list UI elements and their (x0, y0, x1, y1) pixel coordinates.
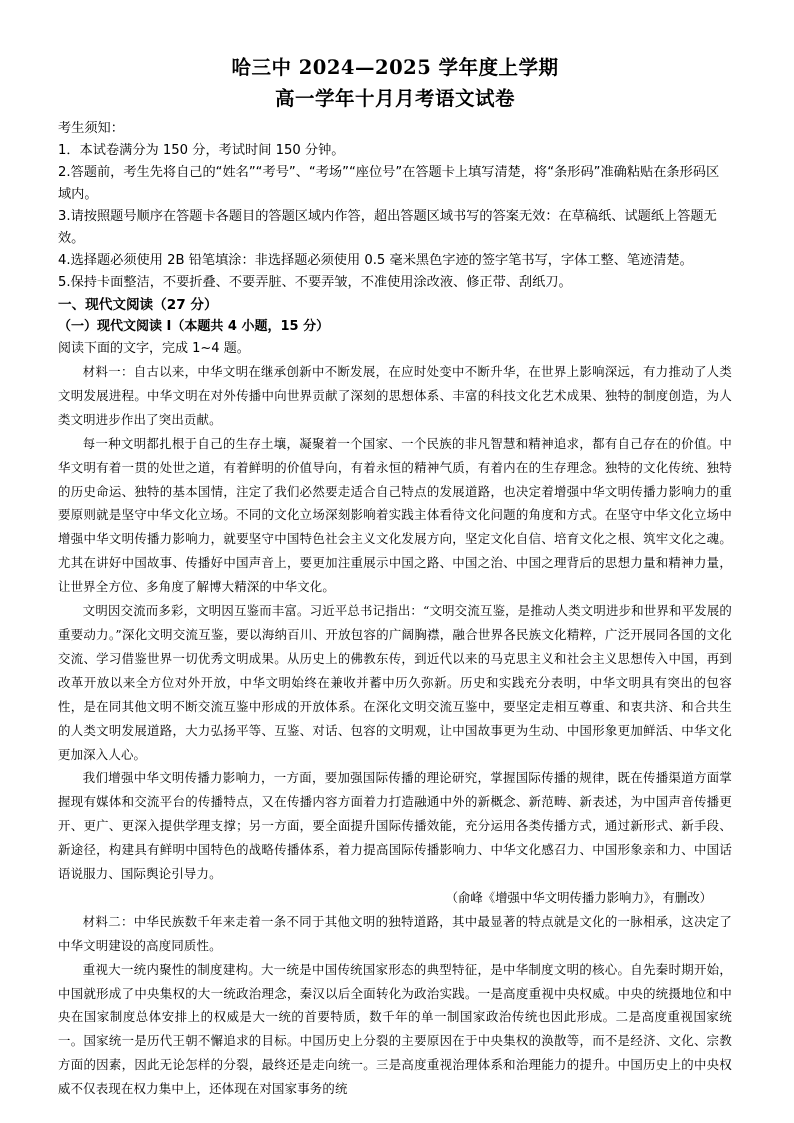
notice-heading: 考生须知： (58, 121, 124, 136)
notice-item-2: 2.答题前，考生先将自己的“姓名”“考号”、“考场”“座位号”在答题卡上填写清楚，将“条形码”准确粘贴在条形码区域内。 (58, 165, 720, 202)
notice-item-5: 5.保持卡面整洁，不要折叠、不要弄脏、不要弄皱，不准使用涂改液、修正带、刮纸刀。 (58, 275, 572, 290)
material-paragraph: 文明因交流而多彩，文明因互鉴而丰富。习近平总书记指出：“文明交流互鉴，是推动人类文明进步和世界和平发展的重要动力。”深化文明交流互鉴，要以海纳百川、开放包容的广阔胸襟，融合世界各民族文化精粹，广泛开展同各国的文化交流、学习借鉴世界一切优秀文明成果。从历史上的佛教东传，到近代以来的马克思主义和社会主义思想传入中国，再到改革开放以来全方位对外开放，中华文明始终在兼收并蓄中历久弥新。历史和实践充分表明，中华文明具有突出的包容性，是在同其他文明不断交流互鉴中形成的开放体系。在深化文明交流互鉴中，要坚定走相互尊重、和衷共济、和合共生的人类文明发展道路，大力弘扬平等、互鉴、对话、包容的文明观，让中国故事更为生动、中国形象更加鲜活、中华文化更加深入人心。 (58, 603, 732, 762)
notice-item-3: 3.请按照题号顺序在答题卡各题目的答题区域内作答，超出答题区域书写的答案无效：在草稿纸、试题纸上答题无效。 (58, 209, 717, 246)
exam-title-line1: 哈三中 2024—2025 学年度上学期 (231, 56, 559, 79)
exam-title-line2: 高一学年十月月考语文试卷 (274, 87, 515, 110)
material-paragraph: 材料二：中华民族数千年来走着一条不同于其他文明的独特道路，其中最显著的特点就是文化的一脉相承，这决定了中华文明建设的高度同质性。 (58, 913, 732, 953)
material-paragraph: 我们增强中华文明传播力影响力，一方面，要加强国际传播的理论研究，掌握国际传播的规律，既在传播渠道方面掌握现有媒体和交流平台的传播特点，又在传播内容方面着力打造融通中外的新概念、新范畴、新表述，为中国声音传播更开、更广、更深入提供学理支撑；另一方面，要全面提升国际传播效能，充分运用各类传播方式，通过新形式、新手段、新途径，构建具有鲜明中国特色的战略传播体系，着力提高国际传播影响力、中华文化感召力、中国形象亲和力、中国话语说服力、国际舆论引导力。 (58, 770, 732, 882)
notice-item-4: 4.选择题必须使用 2B 铅笔填涂：非选择题必须使用 0.5 毫米黑色字迹的签字笔书写，字体工整、笔迹清楚。 (58, 253, 693, 268)
exam-notice (58, 118, 732, 294)
material-paragraph: 重视大一统内聚性的制度建构。大一统是中国传统国家形态的典型特征，是中华制度文明的核心。自先秦时期开始，中国就形成了中央集权的大一统政治理念，秦汉以后全面转化为政治实践。一是高度重视中央权威。中央的统摄地位和中央在国家制度总体安排上的权威是大一统的首要特质，数千年的单一制国家政治传统也因此形成。二是高度重视国家统一。国家统一是历代王朝不懈追求的目标。中国历史上分裂的主要原因在于中央集权的涣散等，而不是经济、文化、宗教方面的因素，因此无论怎样的分裂，最终还是走向统一。三是高度重视治理体系和治理能力的提升。中国历史上的中央权威不仅表现在权力集中上，还体现在对国家事务的统 (58, 961, 732, 1097)
material-citation: （俞峰《增强中华文明传播力影响力》，有删改） (445, 889, 712, 905)
subsection-heading: （一）现代文阅读 I（本题共 4 小题，15 分） (58, 319, 330, 334)
reading-instruction: 阅读下面的文字，完成 1~4 题。 (58, 341, 250, 356)
section-heading: 一、现代文阅读（27 分） (58, 297, 218, 313)
material-paragraph: 每一种文明都扎根于自己的生存土壤，凝聚着一个国家、一个民族的非凡智慧和精神追求，都有自己存在的价值。中华文明有着一贯的处世之道，有着鲜明的价值导向，有着永恒的精神气质，有着内在的生存理念。独特的文化传统、独特的历史命运、独特的基本国情，注定了我们必然要走适合自己特点的发展道路，也决定着增强中华文明传播力影响力的重要原则就是坚守中华文化立场。不同的文化立场深刻影响着实践主体看待文化问题的角度和方式。在坚守中华文化立场中增强中华文明传播力影响力，就要坚守中国特色社会主义文化发展方向，坚定文化自信、培育文化之根、筑牢文化之魂。尤其在讲好中国故事、传播好中国声音上，要更加注重展示中国之路、中国之治、中国之理背后的思想力量和精神力量，让世界全方位、多角度了解博大精深的中华文化。 (58, 435, 732, 595)
notice-item-1: 1．本试卷满分为 150 分，考试时间 150 分钟。 (58, 143, 345, 158)
reading-material (58, 360, 732, 1101)
material-paragraph: 材料一：自古以来，中华文明在继承创新中不断发展，在应时处变中不断升华，在世界上影响深远，有力推动了人类文明发展进程。中华文明在对外传播中向世界贡献了深刻的思想体系、丰富的科技文化艺术成果、独特的制度创造，为人类文明进步作出了突出贡献。 (58, 364, 732, 427)
